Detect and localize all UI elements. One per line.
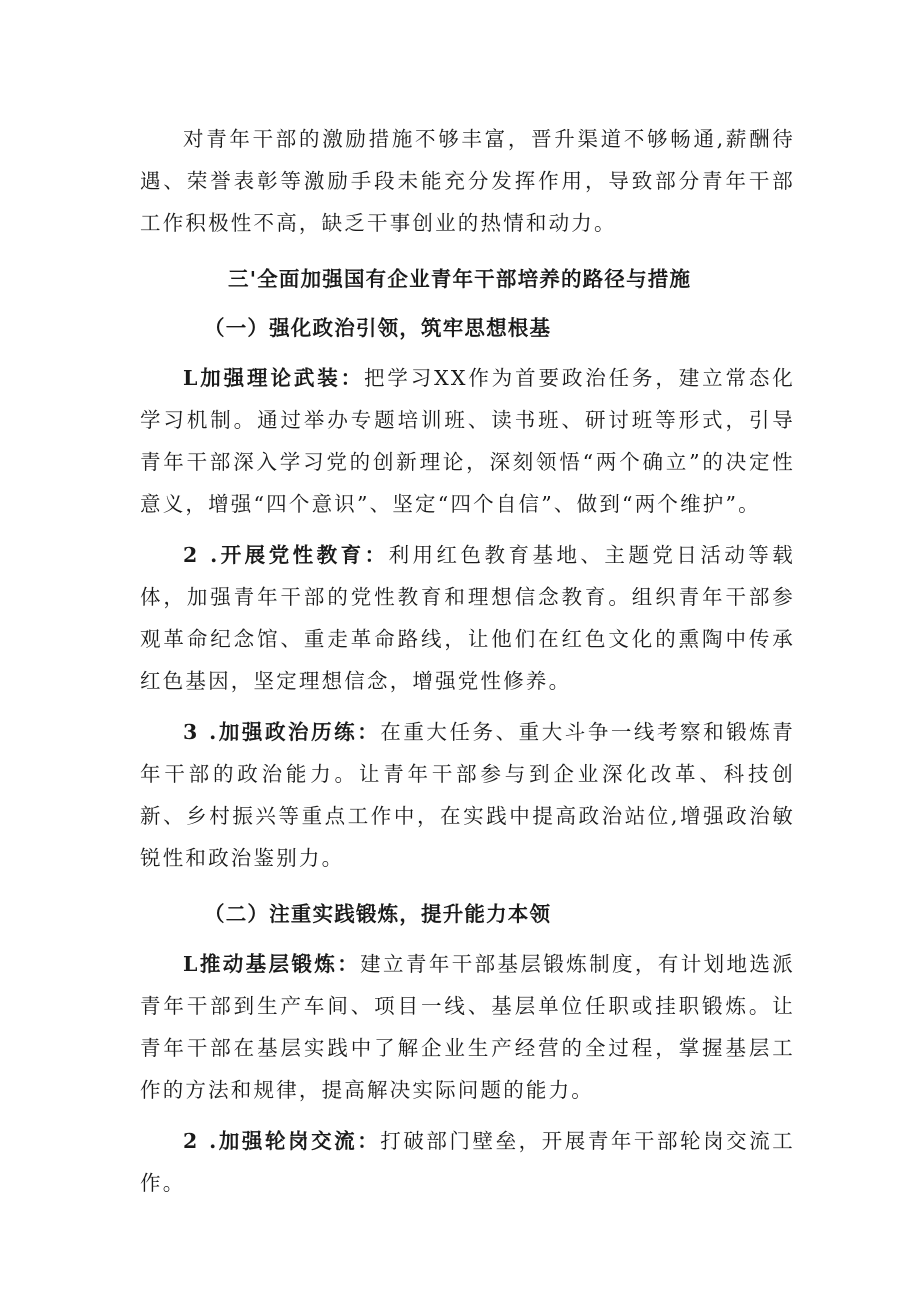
sub1-item-3 bbox=[140, 711, 795, 879]
sub1-item-1-number: L bbox=[183, 366, 200, 390]
sub1-item-1-body: 把学习XX作为首要政治任务，建立常态化学习机制。通过举办专题培训班、读书班、研讨班等形式，引导青年干部深入学习党的创新理论，深刻领悟“两个确立”的决定性意义，增强“四个意识”、坚定“四个自信”、做到“两个维护”。 bbox=[140, 366, 795, 516]
subsection-2-heading: （二）注重实践锻炼，提升能力本领 bbox=[204, 902, 552, 926]
sub2-item-2 bbox=[140, 1120, 795, 1204]
sub1-item-3-lead: 加强政治历练： bbox=[218, 720, 381, 744]
sub1-item-3-number: 3 . bbox=[183, 720, 219, 744]
sub1-item-2-number: 2 . bbox=[183, 543, 220, 567]
intro-paragraph: 对青年干部的激励措施不够丰富，晋升渠道不够畅通,薪酬待遇、荣誉表彰等激励手段未能充分发挥作用，导致部分青年干部工作积极性不高，缺乏干事创业的热情和动力。 bbox=[140, 127, 795, 235]
sub2-item-2-body: 打破部门壁垒，开展青年干部轮岗交流工作。 bbox=[140, 1129, 795, 1195]
document-body bbox=[140, 118, 795, 1213]
sub2-item-1-number: L bbox=[183, 952, 200, 976]
sub1-item-2-lead: 开展党性教育： bbox=[219, 543, 389, 567]
sub1-item-2-body: 利用红色教育基地、主题党日活动等载体，加强青年干部的党性教育和理想信念教育。组织青年干部参观革命纪念馆、重走革命路线，让他们在红色文化的熏陶中传承红色基因，坚定理想信念，增强党性修养。 bbox=[140, 543, 795, 693]
section-3-heading: 三'全面加强国有企业青年干部培养的路径与措施 bbox=[228, 267, 692, 291]
sub1-item-1 bbox=[140, 357, 795, 525]
sub1-item-2 bbox=[140, 534, 795, 702]
sub2-item-1 bbox=[140, 943, 795, 1111]
sub1-item-1-lead: 加强理论武装： bbox=[199, 366, 364, 390]
sub2-item-1-body: 建立青年干部基层锻炼制度，有计划地选派青年干部到生产车间、项目一线、基层单位任职或挂职锻炼。让青年干部在基层实践中了解企业生产经营的全过程，掌握基层工作的方法和规律，提高解决实际问题的能力。 bbox=[140, 952, 795, 1102]
subsection-1-heading: （一）强化政治引领，筑牢思想根基 bbox=[204, 316, 552, 340]
sub2-item-2-lead: 加强轮岗交流： bbox=[218, 1129, 381, 1153]
sub2-item-2-number: 2 . bbox=[183, 1129, 219, 1153]
sub1-item-3-body: 在重大任务、重大斗争一线考察和锻炼青年干部的政治能力。让青年干部参与到企业深化改革、科技创新、乡村振兴等重点工作中，在实践中提高政治站位,增强政治敏锐性和政治鉴别力。 bbox=[140, 720, 795, 870]
sub2-item-1-lead: 推动基层锻炼： bbox=[199, 952, 361, 976]
